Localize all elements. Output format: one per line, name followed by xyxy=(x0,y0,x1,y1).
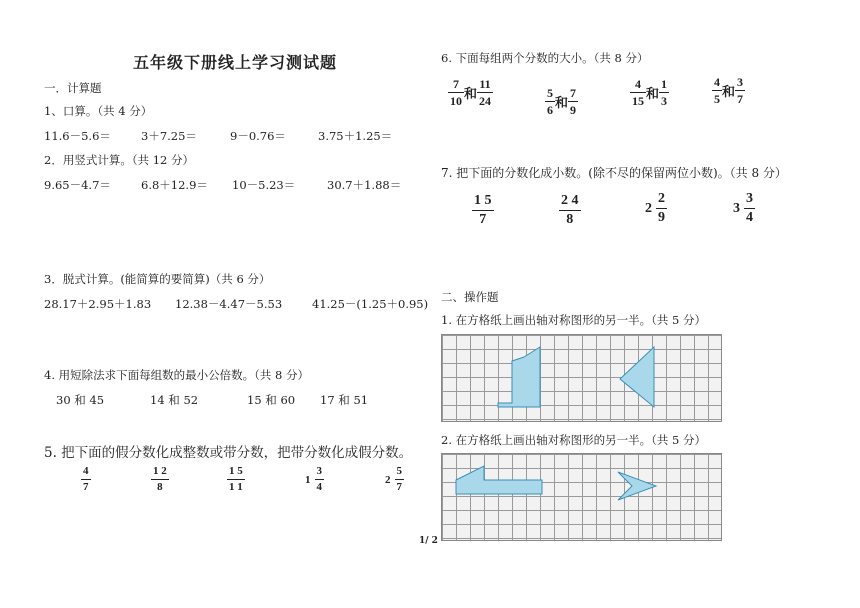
q5-fraction: 1 5 1 1 xyxy=(229,465,243,494)
q7-heading: 7. 把下面的分数化成小数。(除不尽的保留两位小数)。（共 8 分） xyxy=(441,166,787,180)
section-1-heading: 一．计算题 xyxy=(44,81,102,95)
symmetry-figure-2 xyxy=(442,454,721,540)
l-shape-half xyxy=(498,347,540,407)
q4-item: 30 和 45 xyxy=(56,393,105,407)
q2-item: 6.8＋12.9＝ xyxy=(141,178,208,192)
q2-item: 30.7＋1.88＝ xyxy=(327,178,402,192)
page-title: 五年级下册线上学习测试题 xyxy=(133,53,338,72)
fraction: $\frac{11}{24}$ xyxy=(479,77,492,109)
q7-fraction: 1 5 7 xyxy=(474,193,492,228)
page-number: 1/ 2 xyxy=(419,536,438,546)
fraction: $\frac{7}{9}$ xyxy=(570,86,577,118)
q6-pair xyxy=(545,87,578,116)
q7-fraction: 2 4 8 xyxy=(561,193,579,228)
q1-heading: 1、口算。（共 4 分） xyxy=(44,104,153,118)
q2-heading: 2．用竖式计算。（共 12 分） xyxy=(44,153,195,167)
q5-mixed-fraction: 2 $\frac{5}{7}$ xyxy=(385,465,402,494)
q1-item: 3＋7.25＝ xyxy=(141,129,197,143)
grid-paper-1 xyxy=(441,334,722,422)
q5-mixed-fraction: 1 $\frac{3}{4}$ xyxy=(305,465,322,494)
q1-item: 11.6－5.6＝ xyxy=(44,129,111,143)
op1-heading: 1. 在方格纸上画出轴对称图形的另一半。（共 5 分） xyxy=(441,313,707,327)
q2-item: 10－5.23＝ xyxy=(232,178,296,192)
q5-fraction: 1 2 8 xyxy=(153,465,167,494)
fraction: $\frac{4}{15}$ xyxy=(632,77,644,109)
q4-item: 14 和 52 xyxy=(150,393,199,407)
q1-item: 9－0.76＝ xyxy=(230,129,286,143)
connector-he: 和 xyxy=(722,85,736,101)
connector-he: 和 xyxy=(464,87,478,103)
q5-heading: 5. 把下面的假分数化成整数或带分数，把带分数化成假分数。 xyxy=(44,445,413,461)
q5-fraction: 4 7 xyxy=(83,465,89,494)
connector-he: 和 xyxy=(646,87,660,103)
q2-item: 9.65－4.7＝ xyxy=(44,178,111,192)
fraction: $\frac{1}{3}$ xyxy=(661,77,668,109)
q3-item: 41.25－(1.25＋0.95) xyxy=(312,297,429,311)
connector-he: 和 xyxy=(555,96,569,112)
triangle-half xyxy=(620,347,654,407)
fraction: $\frac{7}{10}$ xyxy=(450,77,462,109)
fraction: $\frac{5}{6}$ xyxy=(547,86,553,118)
op2-heading: 2. 在方格纸上画出轴对称图形的另一半。（共 5 分） xyxy=(441,433,707,447)
flag-shape-half xyxy=(456,466,542,494)
q6-pair xyxy=(630,78,669,107)
q4-heading: 4. 用短除法求下面每组数的最小公倍数。（共 8 分） xyxy=(44,368,310,382)
section-2-heading: 二、操作题 xyxy=(441,290,499,304)
q4-item: 15 和 60 xyxy=(247,393,296,407)
q4-item: 17 和 51 xyxy=(320,393,369,407)
q7-mixed-fraction: 3 $\frac{3}{4}$ xyxy=(733,191,753,226)
fraction: $\frac{3}{7}$ xyxy=(737,75,744,107)
grid-paper-2 xyxy=(441,453,722,541)
q6-heading: 6. 下面每组两个分数的大小。（共 8 分） xyxy=(441,51,649,65)
q3-heading: 3．脱式计算。(能简算的要简算)（共 6 分） xyxy=(44,272,271,286)
q3-item: 12.38－4.47－5.53 xyxy=(175,297,283,311)
q7-mixed-fraction: 2 $\frac{2}{9}$ xyxy=(645,191,665,226)
fraction: $\frac{4}{5}$ xyxy=(714,75,720,107)
symmetry-figure-1 xyxy=(442,335,721,421)
q1-item: 3.75＋1.25＝ xyxy=(318,129,393,143)
q6-pair xyxy=(712,76,745,105)
q3-item: 28.17＋2.95＋1.83 xyxy=(44,297,152,311)
q6-pair xyxy=(448,78,493,107)
arrow-shape-half xyxy=(618,472,656,500)
